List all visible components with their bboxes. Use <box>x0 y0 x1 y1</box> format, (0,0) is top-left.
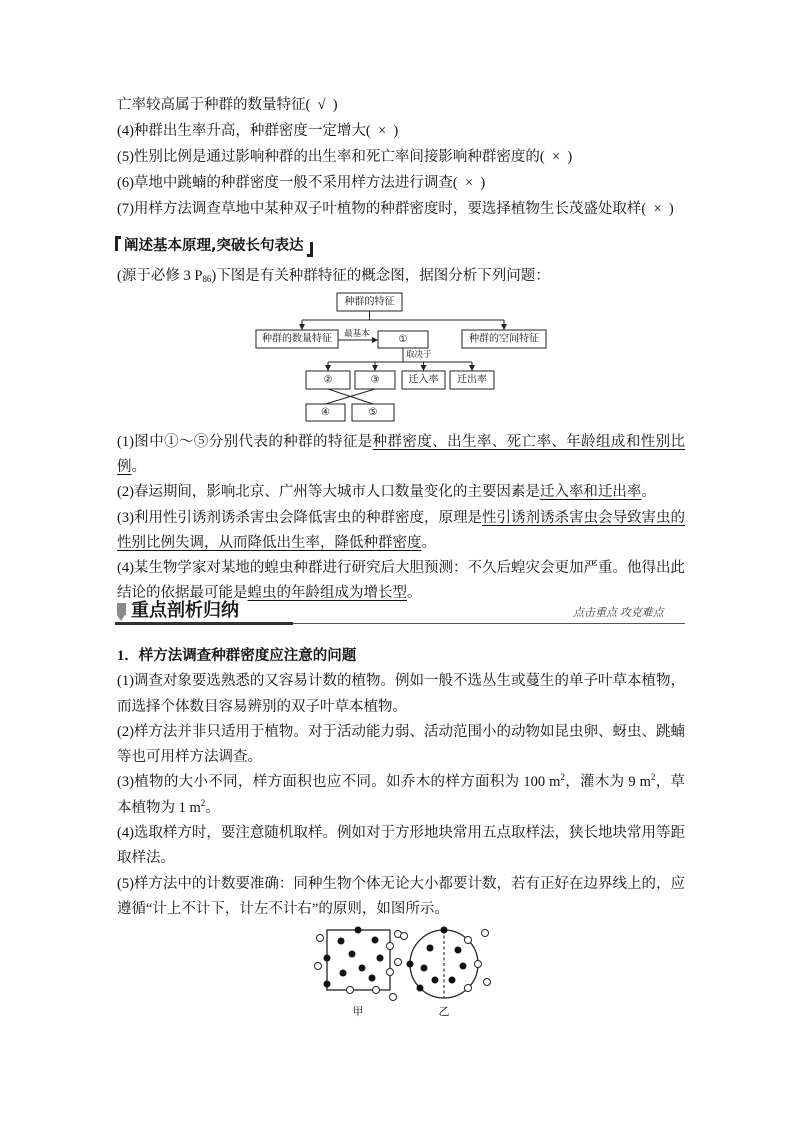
label-most-basic: 最基本 <box>344 328 370 338</box>
uncounted-dot <box>482 930 489 937</box>
label-node4: ④ <box>321 407 330 418</box>
label-node1: ① <box>398 334 408 345</box>
qa-question: (4)某生物学家对某地的蝗虫种群进行研究后大胆预测：不久后蝗灾会更加严重。他得出此结论的依据最可能是 <box>117 560 685 602</box>
superscript: 2 <box>560 772 565 783</box>
right-bracket <box>307 242 313 257</box>
qa-answer: 种群密度、出生率、死亡率、年龄组成和性别比例 <box>117 434 686 476</box>
pencil-icon <box>117 603 126 615</box>
qa-item <box>117 430 685 480</box>
label-quantity-characteristics: 种群的数量特征 <box>262 333 332 345</box>
counted-dot <box>441 927 448 934</box>
qa-question: (1)图中①～⑤分别代表的种群的特征是 <box>117 434 373 450</box>
counted-dot <box>377 955 384 962</box>
section-header <box>115 236 313 257</box>
figure-label-b: 乙 <box>438 1006 450 1018</box>
notes-heading: 1．样方法调查种群密度应注意的问题 <box>117 648 357 664</box>
qa-suffix: 。 <box>421 534 436 551</box>
label-node3: ③ <box>370 374 380 386</box>
intro-prefix: (源于必修 3 P <box>117 268 203 284</box>
counted-dot <box>349 951 356 958</box>
uncounted-dot <box>484 979 491 986</box>
judgement-item: 亡率较高属于种群的数量特征( √ ) <box>117 97 338 113</box>
counted-dot <box>449 977 456 984</box>
counted-dot <box>432 977 439 984</box>
label-node5: ⑤ <box>368 407 378 418</box>
uncounted-dot <box>465 985 472 992</box>
notes-item: (4)选取样方时，要注意随机取样。例如对于方形地块常用五点取样法，狭长地块常用等距取样法。 <box>117 825 685 867</box>
qa-suffix: 。 <box>641 484 656 501</box>
uncounted-dot <box>390 994 397 1001</box>
qa-list <box>117 430 685 606</box>
question-intro <box>117 264 685 288</box>
qa-item <box>117 480 685 505</box>
notes-text: ，草本植物为 1 m <box>117 774 686 816</box>
uncounted-dot <box>401 933 408 940</box>
uncounted-dot <box>475 961 482 968</box>
counted-dot <box>355 927 362 934</box>
uncounted-dot <box>465 937 472 944</box>
notes-list <box>117 644 685 922</box>
notes-text: 。 <box>205 799 220 816</box>
figure-label-a: 甲 <box>352 1006 364 1018</box>
label-immigration-rate: 迁入率 <box>408 374 439 386</box>
uncounted-dot <box>317 935 324 942</box>
counted-dot <box>455 947 462 954</box>
counted-dot <box>460 963 467 970</box>
notes-item: (1)调查对象要选熟悉的又容易计数的植物。例如一般不选丛生或蔓生的单子叶草本植物，而选择个体数目容易辨别的双子叶草本植物。 <box>117 673 685 715</box>
label-spatial-characteristics: 种群的空间特征 <box>469 333 539 345</box>
notes-item <box>117 770 685 821</box>
counted-dot <box>417 985 424 992</box>
banner-subtitle: 点击重点 攻克难点 <box>573 607 664 619</box>
qa-suffix: 。 <box>131 459 146 476</box>
counted-dot <box>324 955 331 962</box>
uncounted-dot <box>387 943 394 950</box>
counted-dot <box>421 965 428 972</box>
label-depends-on: 取决于 <box>406 349 432 359</box>
notes-text: ，灌木为 9 m <box>564 774 651 791</box>
counted-dot <box>340 970 347 977</box>
counted-dot <box>372 937 379 944</box>
section-banner <box>115 598 685 626</box>
banner-rule-thin <box>293 623 685 624</box>
section-header-title: 阐述基本原理,突破长句表达 <box>124 238 304 254</box>
banner-title: 重点剖析归纳 <box>131 600 239 621</box>
uncounted-dot <box>387 969 394 976</box>
quadrat-counting-figure <box>300 918 500 1022</box>
notes-text: (3)植物的大小不同，样方面积也应不同。如乔木的样方面积为 100 m <box>117 774 561 791</box>
qa-item <box>117 506 685 556</box>
qa-answer: 性引诱剂诱杀害虫会导致害虫的性别比例失调，从而降低出生率，降低种群密度 <box>117 509 685 551</box>
left-bracket <box>115 236 121 251</box>
uncounted-dot <box>315 963 322 970</box>
notes-item: (5)样方法中的计数要准确：同种生物个体无论大小都要计数，若有正好在边界线上的，应遵循“计上不计下，计左不计右”的原则，如图所示。 <box>117 875 685 917</box>
qa-answer: 迁入率和迁出率 <box>539 484 642 501</box>
population-characteristics-concept-map <box>250 288 555 428</box>
label-node2: ② <box>323 374 333 386</box>
pencil-tip-icon <box>117 615 125 621</box>
intro-suffix: )下图是有关种群特征的概念图，据图分析下列问题： <box>211 268 550 284</box>
counted-dot <box>427 945 434 952</box>
judgement-item: (4)种群出生率升高，种群密度一定增大( × ) <box>117 123 399 139</box>
qa-suffix: 。 <box>407 585 422 602</box>
banner-rule-thick <box>115 622 293 625</box>
qa-question: (2)春运期间，影响北京、广州等大城市人口数量变化的主要因素是 <box>117 484 540 501</box>
intro-subscript: 86 <box>202 274 212 284</box>
counted-dot <box>407 961 414 968</box>
qa-question: (3)利用性引诱剂诱杀害虫会降低害虫的种群密度，原理是 <box>117 509 482 526</box>
counted-dot <box>324 981 331 988</box>
judgement-list <box>117 92 685 222</box>
counted-dot <box>369 975 376 982</box>
uncounted-dot <box>395 959 402 966</box>
uncounted-dot <box>347 987 354 994</box>
counted-dot <box>359 965 366 972</box>
judgement-item: (6)草地中跳蝻的种群密度一般不采用样方法进行调查( × ) <box>117 175 486 191</box>
notes-item: (2)样方法并非只适用于植物。对于活动能力弱、活动范围小的动物如昆虫卵、蚜虫、跳蝻等也可用样方法调查。 <box>117 723 685 766</box>
qa-answer: 蝗虫的年龄组成为增长型 <box>247 585 407 602</box>
judgement-item: (7)用样方法调查草地中某种双子叶植物的种群密度时，要选择植物生长茂盛处取样( × ) <box>117 201 674 217</box>
superscript: 2 <box>200 797 206 808</box>
label-population-characteristics: 种群的特征 <box>344 296 395 308</box>
superscript: 2 <box>650 772 656 783</box>
counted-dot <box>338 938 345 945</box>
label-emigration-rate: 迁出率 <box>457 374 487 386</box>
judgement-item: (5)性别比例是通过影响种群的出生率和死亡率间接影响种群密度的( × ) <box>117 149 573 165</box>
uncounted-dot <box>373 987 380 994</box>
